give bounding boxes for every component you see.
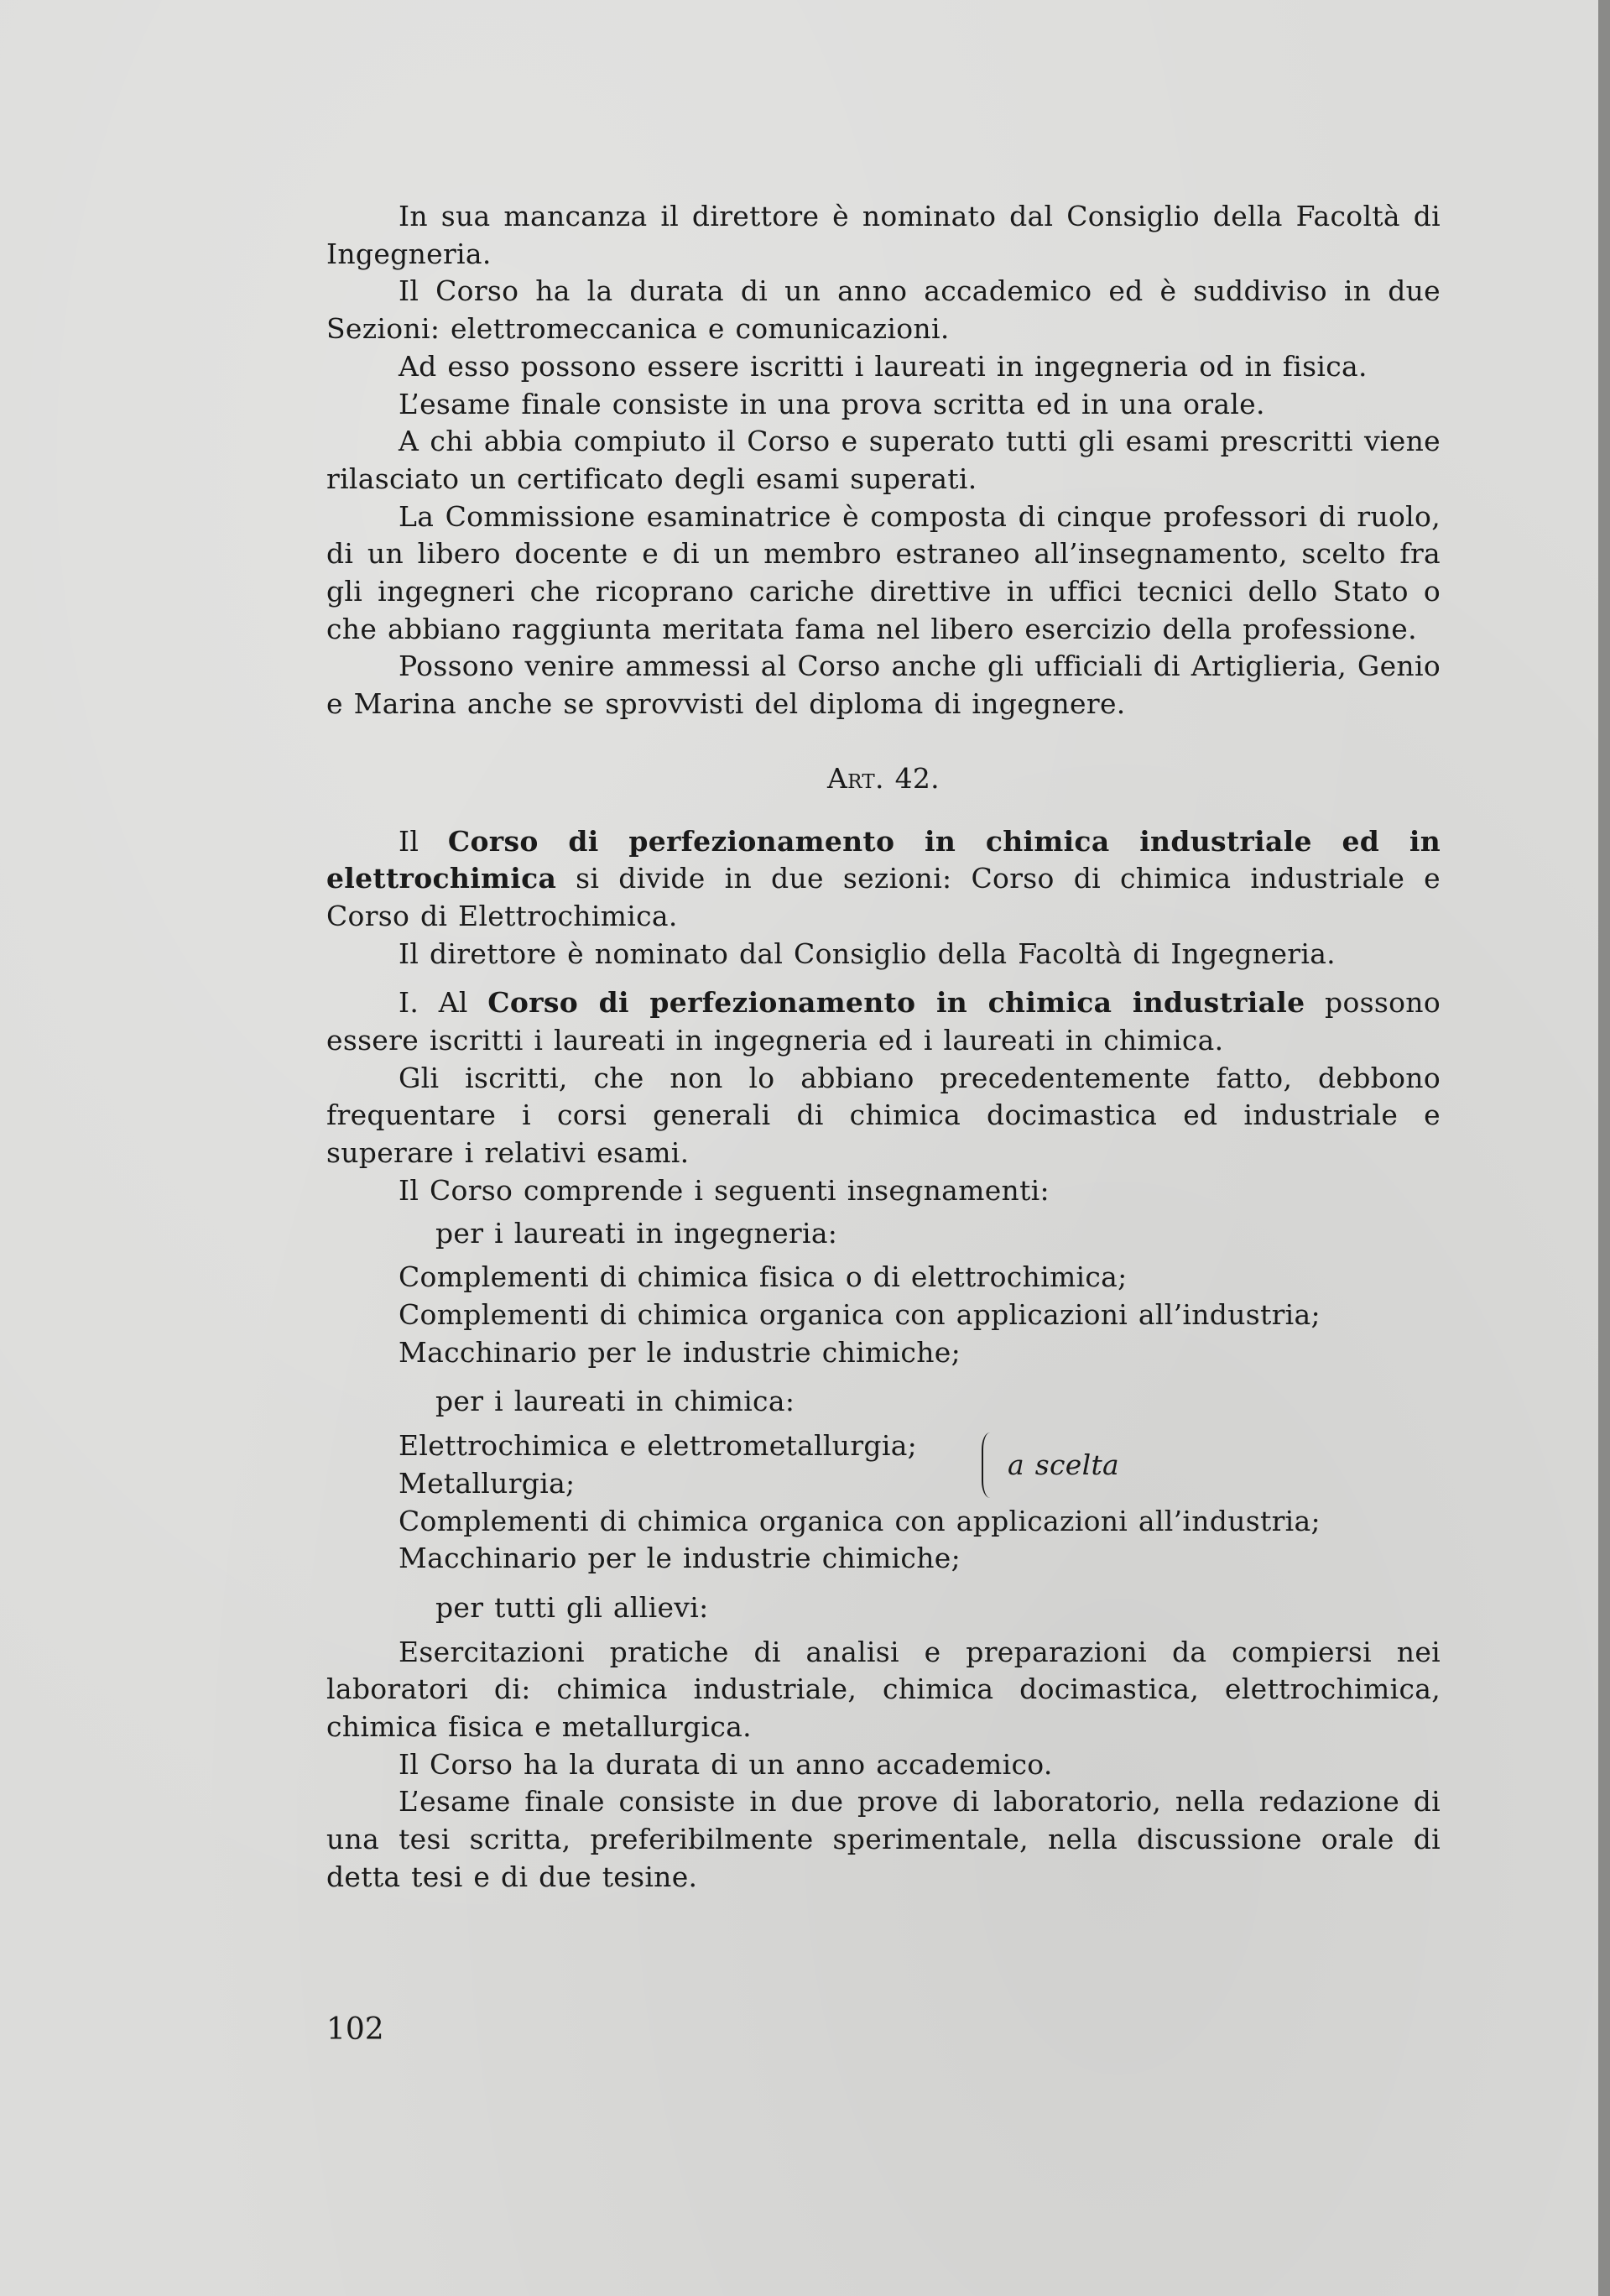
paragraph-certificate: A chi abbia compiuto il Corso e superato tutti gli esami prescritti viene rilasciato un certificato degli esami superati. <box>326 425 1441 495</box>
section-one-prefix: I. Al <box>399 986 488 1020</box>
choice-item: Elettrochimica e elettrometallurgia; <box>399 1429 918 1463</box>
paragraph-course-duration: Il Corso ha la durata di un anno accademico ed è suddiviso in due Sezioni: elettromeccanica e comunicazioni. <box>326 274 1441 346</box>
page-number: 102 <box>326 2012 384 2047</box>
paragraph-art42-director: Il direttore è nominato dal Consiglio della Facoltà di Ingegneria. <box>399 937 1336 970</box>
subheading-tutti: per tutti gli allievi: <box>435 1590 709 1624</box>
paragraph-eligibility: Ad esso possono essere iscritti i laureati in ingegneria od in fisica. <box>399 349 1368 383</box>
art42-intro-rest: si divide in due sezioni: Corso di chimica industriale e Corso di Elettrochimica. <box>326 862 1441 932</box>
course-item: Macchinario per le industrie chimiche; <box>399 1542 961 1575</box>
course-item: Complementi di chimica organica con applicazioni all’industria; <box>399 1504 1321 1537</box>
paragraph-final-exam: L’esame finale consiste in una prova scritta ed in una orale. <box>399 387 1265 420</box>
choice-item: Metallurgia; <box>399 1466 576 1500</box>
art42-intro-bold: Corso di perfezionamento in chimica industriale ed in elettrochimica <box>326 824 1441 895</box>
course-item: Complementi di chimica fisica o di elettrochimica; <box>399 1260 1128 1294</box>
article-heading: Art. 42. <box>827 761 940 795</box>
section-one-bold: Corso di perfezionamento in chimica industriale <box>487 986 1305 1020</box>
paragraph-art42-intro <box>326 823 1441 936</box>
choice-block <box>326 1427 1441 1502</box>
choice-label: a scelta <box>1008 1448 1119 1482</box>
paragraph-officers: Possono venire ammessi al Corso anche gli ufficiali di Artiglieria, Genio e Marina anche se sprovvisti del diploma di ingegnere. <box>326 650 1441 721</box>
subheading-chimica: per i laureati in chimica: <box>435 1385 795 1418</box>
paragraph-commission: La Commissione esaminatrice è composta di cinque professori di ruolo, di un libero docente e di un membro estraneo all’insegnamento, scelto fra gli ingegneri che ricoprano cariche direttive in uffici tecnici dello Stato o che abbiano raggiunta meritata fama nel libero esercizio della professione. <box>326 499 1441 645</box>
art42-intro-prefix: Il <box>399 824 448 858</box>
brace-symbol <box>982 1432 992 1498</box>
page-edge <box>1598 0 1610 2296</box>
paragraph-section-one <box>326 984 1441 1059</box>
paragraph-director-fallback: In sua mancanza il direttore è nominato dal Consiglio della Facoltà di Ingegneria. <box>326 200 1441 270</box>
paragraph-iscritti: Gli iscritti, che non lo abbiano precedentemente fatto, debbono frequentare i corsi generali di chimica docimastica ed industriale e superare i relativi esami. <box>326 1061 1441 1170</box>
course-item: Complementi di chimica organica con applicazioni all’industria; <box>399 1297 1321 1331</box>
page-body <box>326 198 1441 1897</box>
paragraph-durata: Il Corso ha la durata di un anno accademico. <box>399 1747 1053 1781</box>
course-item: Macchinario per le industrie chimiche; <box>399 1335 961 1369</box>
paragraph-esame-finale: L’esame finale consiste in due prove di laboratorio, nella redazione di una tesi scritta, preferibilmente sperimentale, nella discussione orale di detta tesi e di due tesine. <box>326 1785 1441 1893</box>
paragraph-comprende: Il Corso comprende i seguenti insegnamenti: <box>399 1173 1050 1207</box>
section-one-rest: possono essere iscritti i laureati in ingegneria ed i laureati in chimica. <box>326 986 1441 1057</box>
subheading-ingegneria: per i laureati in ingegneria: <box>435 1216 838 1250</box>
paragraph-esercitazioni: Esercitazioni pratiche di analisi e preparazioni da compiersi nei laboratori di: chimica industriale, chimica docimastica, elettrochimica, chimica fisica e metallurgica. <box>326 1635 1441 1744</box>
